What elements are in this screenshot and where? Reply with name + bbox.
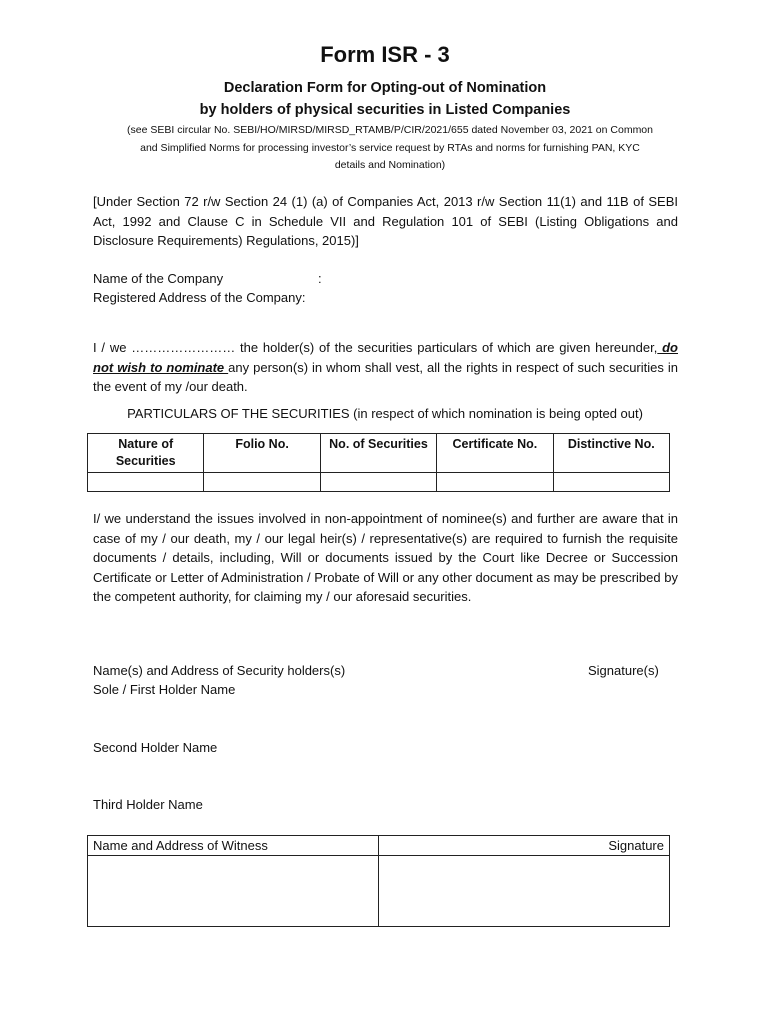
note-line-3: details and Nomination) [334, 159, 446, 171]
witness-entry-row [88, 856, 670, 927]
second-holder-label: Second Holder Name [93, 740, 218, 755]
securities-entry-row [88, 473, 670, 492]
cell-distinctive[interactable] [553, 473, 669, 492]
first-holder-label: Sole / First Holder Name [93, 682, 236, 697]
witness-details-cell[interactable] [88, 856, 379, 927]
securities-table [87, 433, 670, 492]
form-title: Form ISR - 3 [320, 42, 450, 67]
note-line-2: and Simplified Norms for processing investor’s service request by RTAs and norms for furnishing PAN, KYC [140, 141, 640, 154]
witness-name-label: Name and Address of Witness [88, 836, 379, 856]
sebi-circular-note [90, 122, 690, 175]
header-quantity: No. of Securities [320, 434, 436, 473]
witness-header-row [88, 836, 670, 856]
form-subtitle-line1: Declaration Form for Opting-out of Nomination [223, 80, 547, 96]
header-distinctive: Distinctive No. [553, 434, 669, 473]
cell-quantity[interactable] [320, 473, 436, 492]
company-name-colon: : [318, 271, 322, 286]
header-nature: Nature of Securities [88, 434, 204, 473]
witness-signature-label: Signature [379, 836, 670, 856]
holders-names-label: Name(s) and Address of Security holders(s) [93, 663, 346, 678]
witness-signature-cell[interactable] [379, 856, 670, 927]
do-not-nominate-text: do not wish to nominate [93, 340, 678, 375]
securities-caption: PARTICULARS OF THE SECURITIES (in respect of which nomination is being opted out) [127, 406, 643, 421]
note-line-1: (see SEBI circular No. SEBI/HO/MIRSD/MIRSD_RTAMB/P/CIR/2021/655 dated November 03, 2021 on Common [127, 124, 653, 136]
header-folio: Folio No. [204, 434, 320, 473]
securities-header-row [88, 434, 670, 473]
company-address-label: Registered Address of the Company: [93, 290, 306, 305]
header-certificate: Certificate No. [437, 434, 553, 473]
cell-nature[interactable] [88, 473, 204, 492]
third-holder-label: Third Holder Name [93, 797, 203, 812]
cell-certificate[interactable] [437, 473, 553, 492]
legal-reference: [Under Section 72 r/w Section 24 (1) (a) of Companies Act, 2013 r/w Section 11(1) and 11B of SEBI Act, 1992 and Clause C in Schedule VII and Regulation 101 of SEBI (Listing Obligations and Disclosure Requirements) Regulations, 2015)] [93, 194, 678, 248]
company-name-label: Name of the Company [93, 271, 224, 286]
declaration-text-2: any person(s) in whom shall vest, all the rights in respect of such securities in the event of my /our death. [93, 359, 678, 394]
witness-table [87, 835, 670, 927]
form-subtitle-line2: by holders of physical securities in Listed Companies [199, 102, 571, 118]
understanding-paragraph: I/ we understand the issues involved in non-appointment of nominee(s) and further are aware that in case of my / our death, my / our legal heir(s) / representative(s) are required to furnish the requisite documents / details, including, Will or documents issued by the Court like Decree or Succession Certificate or Letter of Administration / Probate of Will or any other document as may be prescribed by the competent authority, for claiming my / our aforesaid securities. [93, 511, 678, 604]
cell-folio[interactable] [204, 473, 320, 492]
opt-out-declaration [93, 338, 678, 397]
holders-signatures-label: Signature(s) [588, 663, 659, 678]
declaration-text-1: I / we …………………… the holder(s) of the securities particulars of which are given hereunder, [93, 340, 658, 355]
